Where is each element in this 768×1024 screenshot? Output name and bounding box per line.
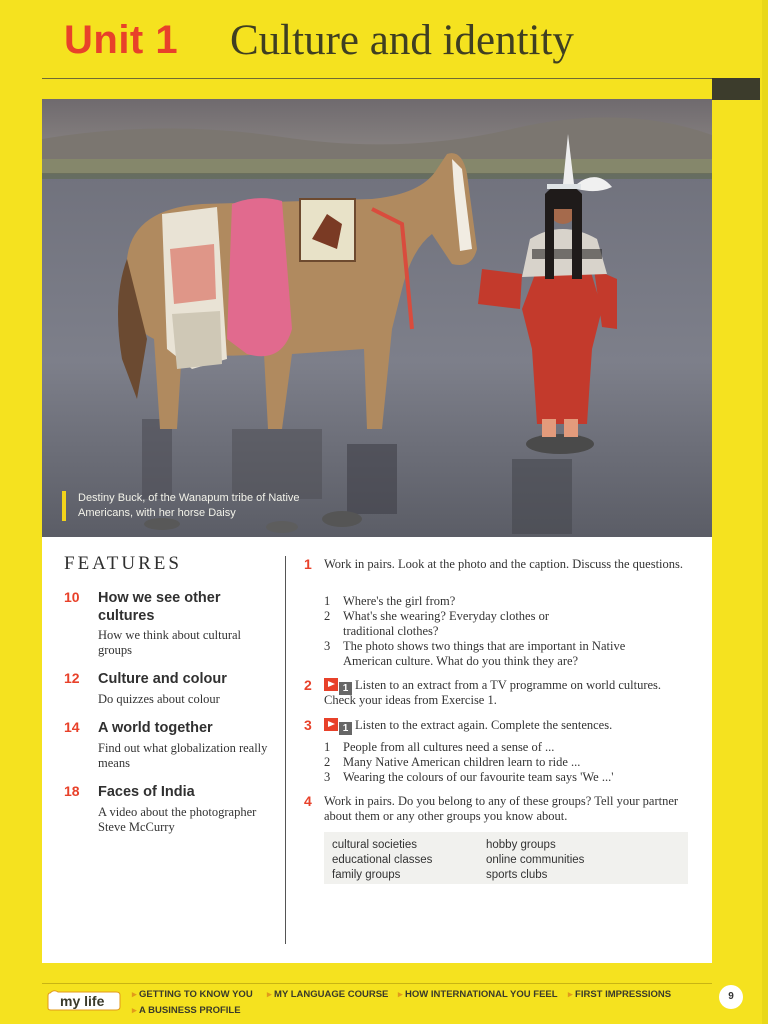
subitem-text: The photo shows two things that are important in Native American culture. What do you think they are? (343, 639, 626, 668)
footer-link[interactable]: ▸ HOW INTERNATIONAL YOU FEEL (398, 989, 558, 1000)
feature-heading: A world together (98, 720, 213, 736)
exercise-number: 2 (304, 677, 312, 693)
footer-link[interactable]: ▸ FIRST IMPRESSIONS (568, 989, 671, 1000)
features-title: FEATURES (64, 553, 182, 574)
subitem-number: 3 (324, 639, 331, 653)
feature-description: How we think about cultural groups (98, 628, 242, 657)
group-item: online communities (486, 854, 585, 866)
audio-track-number: 1 (339, 722, 352, 735)
feature-heading: How we see other cultures (98, 590, 221, 624)
header-tab (712, 78, 760, 100)
exercise-text: Listen to an extract from a TV programme on world cultures. Check your ideas from Exercise 1. (324, 678, 662, 707)
exercise-instruction (324, 678, 696, 708)
exercise-instruction: Work in pairs. Do you belong to any of these groups? Tell your partner about them or any other groups you know about. (324, 794, 679, 823)
feature-page-number: 12 (64, 670, 80, 686)
audio-play-icon[interactable] (324, 718, 352, 734)
feature-description: Find out what globalization really means (98, 741, 268, 770)
feature-heading: Faces of India (98, 784, 195, 800)
group-item: educational classes (332, 854, 433, 866)
exercise-number: 1 (304, 556, 312, 572)
subitem-number: 1 (324, 740, 331, 754)
subitem-number: 2 (324, 609, 331, 623)
feature-description: Do quizzes about colour (98, 692, 220, 706)
subitem-text: What's she wearing? Everyday clothes or traditional clothes? (343, 609, 549, 638)
photo-illustration (42, 99, 712, 537)
header-rule (42, 78, 712, 79)
group-item: family groups (332, 869, 401, 881)
group-item: sports clubs (486, 869, 548, 881)
my-life-logo (44, 989, 124, 1013)
audio-track-number: 1 (339, 682, 352, 695)
footer-link[interactable]: ▸ A BUSINESS PROFILE (132, 1005, 241, 1016)
exercise-text: Listen to the extract again. Complete the sentences. (355, 718, 613, 732)
subitem-number: 3 (324, 770, 331, 784)
page-edge (762, 0, 768, 1024)
footer-link[interactable]: ▸ GETTING TO KNOW YOU (132, 989, 253, 1000)
audio-play-icon[interactable] (324, 678, 352, 694)
subitem-text: Wearing the colours of our favourite team says 'We ...' (343, 770, 614, 784)
exercise-instruction (324, 718, 696, 733)
group-item: hobby groups (486, 839, 556, 851)
subitem-number: 1 (324, 594, 331, 608)
feature-page-number: 14 (64, 719, 80, 735)
subitem-text: Where's the girl from? (343, 594, 456, 608)
exercise-number: 3 (304, 717, 312, 733)
feature-heading: Culture and colour (98, 671, 227, 687)
footer-link[interactable]: ▸ MY LANGUAGE COURSE (267, 989, 388, 1000)
unit-label: Unit 1 (64, 18, 179, 62)
exercise-number: 4 (304, 793, 312, 809)
photo-caption: Destiny Buck, of the Wanapum tribe of Native Americans, with her horse Daisy (62, 491, 338, 521)
unit-header (0, 0, 712, 78)
my-life-logo-text: my life (60, 993, 105, 1009)
unit-photo (42, 99, 712, 537)
groups-list (324, 832, 688, 884)
unit-title: Culture and identity (230, 17, 574, 64)
footer-rule (42, 983, 712, 984)
feature-page-number: 18 (64, 783, 80, 799)
subitem-text: Many Native American children learn to ride ... (343, 755, 581, 769)
feature-description: A video about the photographer Steve McCurry (98, 805, 257, 834)
exercise-instruction: Work in pairs. Look at the photo and the caption. Discuss the questions. (324, 557, 684, 571)
page-number: 9 (719, 985, 743, 1009)
subitem-text: People from all cultures need a sense of ... (343, 740, 555, 754)
column-divider (285, 556, 286, 944)
subitem-number: 2 (324, 755, 331, 769)
feature-page-number: 10 (64, 589, 80, 605)
group-item: cultural societies (332, 839, 418, 851)
